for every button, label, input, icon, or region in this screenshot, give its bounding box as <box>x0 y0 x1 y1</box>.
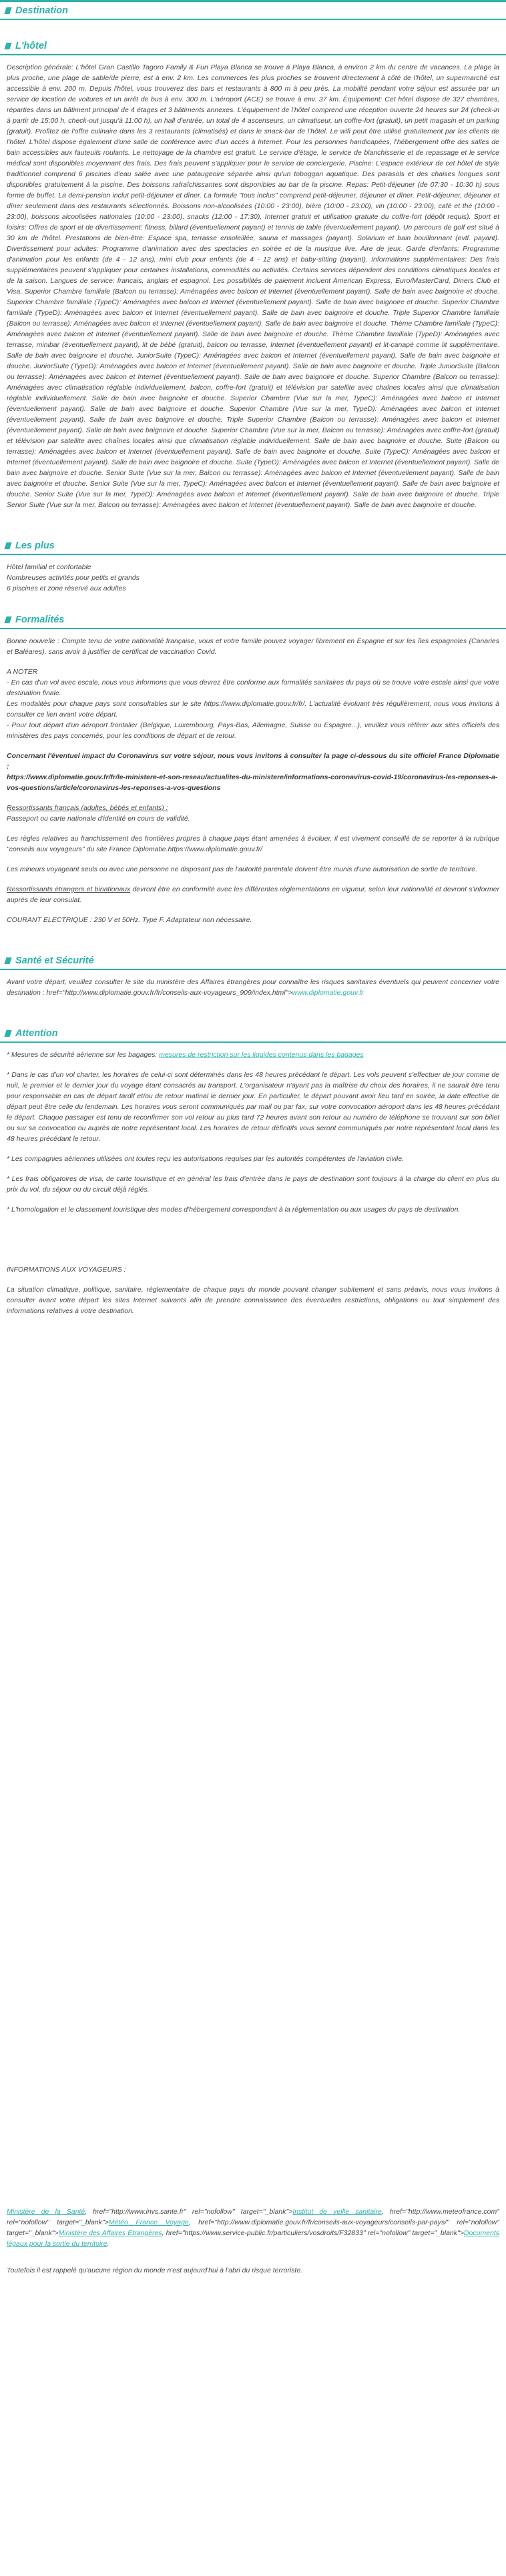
section-header-destination <box>0 2 506 19</box>
section-sante-securite <box>0 952 506 998</box>
les-plus-item: Hôtel familial et confortable <box>7 563 91 571</box>
section-title-destination: Destination <box>15 5 68 16</box>
formalites-mineurs: Les mineurs voyageant seuls ou avec une personne ne disposant pas de l'autorité parentale doivent être munis d'une autorisation de sortie de territoire. <box>7 865 478 873</box>
formalites-modalites: Les modalités pour chaque pays sont consultables sur le site https://www.diplomatie.gouv.fr/fr/. L'actualité évoluant très régulièrement, nous vous invitons à consulter ce lien avant votre départ. <box>7 700 499 719</box>
section-les-plus <box>0 537 506 594</box>
sante-block <box>0 970 506 998</box>
section-header-formalites <box>0 611 506 628</box>
attention-visa: * Les frais obligatoires de visa, de carte touristique et en général les frais d'entrée dans le pays de destination sont toujours à la charge du client en plus du prix du vol, du séjour ou du circuit déjà réglés. <box>7 1175 499 1194</box>
section-gap <box>0 1224 506 1264</box>
section-gap <box>0 1007 506 1025</box>
ressortissants-fr-label: Ressortissants français (adultes, bébés et enfants) : <box>7 804 168 812</box>
formalites-bonne-nouvelle: Bonne nouvelle : Compte tenu de votre nationalité française, vous et votre famille pouvez voyager librement en Espagne et sur les îles espagnoles (Canaries et Baléares), sans avoir à justifier de certificat de vaccination Covid. <box>7 637 499 656</box>
attention-compagnies: * Les compagnies aériennes utilisées ont toutes reçu les autorisations requises par les autorités compétentes de l'aviation civile. <box>7 1155 404 1163</box>
formalites-etrangers <box>7 884 499 905</box>
section-title-attention: Attention <box>15 1028 58 1039</box>
section-header-attention <box>0 1025 506 1041</box>
passeport-note: Passeport ou carte nationale d'identité en cours de validité. <box>7 815 190 823</box>
section-arrow-icon <box>4 43 11 49</box>
section-gap <box>0 935 506 952</box>
section-title-hotel: L'hôtel <box>15 41 47 51</box>
section-title-sante: Santé et Sécurité <box>15 955 94 966</box>
section-arrow-icon <box>4 616 11 623</box>
section-infos-voyageurs <box>0 1264 506 2276</box>
documents-legaux-link[interactable]: Documents légaux pour la sortie du territoire <box>7 2229 499 2248</box>
courant-electrique-note: COURANT ELECTRIQUE : 230 V et 50Hz. Type F. Adaptateur non nécessaire. <box>7 916 252 924</box>
ressortissants-etrangers-texte: devront être en conformité avec les différentes réglementations en vigueur, selon leur nationalité et devront s'informer auprès de leur consulat. <box>7 885 499 904</box>
link-href-text: . <box>107 2240 109 2248</box>
sante-paragraph <box>7 977 499 998</box>
liquids-restriction-link[interactable]: mesures de restriction sur les liquides contenus dans les bagages <box>159 1051 364 1059</box>
infos-voyageurs-title: INFORMATIONS AUX VOYAGEURS : <box>7 1266 126 1274</box>
link-href-text: , href="http://www.diplomatie.gouv.fr/fr/conseils-aux-voyageurs/conseils-par-pays/" rel="nofollow" target="_blank"> <box>7 2218 499 2237</box>
attention-bagages <box>7 1049 499 1060</box>
section-arrow-icon <box>4 1030 11 1037</box>
section-hotel <box>0 37 506 510</box>
link-href-text: , href="https://www.service-public.fr/particuliers/vosdroits/F32833" rel="nofollow" target="_blank"> <box>162 2229 464 2237</box>
blank-space <box>0 1326 506 2206</box>
formalites-frontalier: - Pour tout départ d'un aéroport frontalier (Belgique, Luxembourg, Pays-Bas, Allemagne, Suisse ou Espagne...), veuillez vous référer aux sites officiels des ministères des pays concernés, pour les conditions de départ et de retour. <box>7 721 499 740</box>
les-plus-block <box>0 555 506 594</box>
institut-veille-sanitaire-link[interactable]: Institut de veille sanitaire <box>292 2208 382 2216</box>
meteo-france-link[interactable]: Météo France Voyage <box>108 2218 189 2226</box>
les-plus-item: Nombreuses activités pour petits et grands <box>7 574 140 582</box>
attention-block <box>0 1043 506 1215</box>
section-title-formalites: Formalités <box>15 614 65 625</box>
section-header-hotel <box>0 37 506 54</box>
formalites-a-noter: A NOTER <box>7 668 38 676</box>
terrorism-note: Toutefois il est rappelé qu'aucune région du monde n'est aujourd'hui à l'abri du risque terroriste. <box>7 2266 303 2274</box>
infos-voyageurs-block <box>0 1284 506 1316</box>
ressortissants-etrangers-label: Ressortissants étrangers et binationaux <box>7 885 131 893</box>
covid-info-url[interactable]: https://www.diplomatie.gouv.fr/fr/le-ministere-et-son-reseau/actualites-du-ministere/informations-coronavirus-covid-19/coronavirus-les-reponses-a-vos-questions/article/coronavirus-les-reponses-a-vos-questions <box>7 773 498 792</box>
section-header-les-plus <box>0 537 506 554</box>
section-attention <box>0 1025 506 1215</box>
hotel-description-block <box>0 55 506 510</box>
sante-intro-text: Avant votre départ, veuillez consulter le site du ministère des Affaires étrangères pour connaître les risques sanitaires éventuels qui peuvent concerner votre destination : href="http://www.diplomatie.gouv.fr/fr/conseils-aux-voyageurs_909/index.html"> <box>7 978 499 997</box>
bagages-prefix-text: * Mesures de sécurité aérienne sur les bagages: <box>7 1051 160 1059</box>
section-gap <box>0 20 506 37</box>
section-gap <box>0 594 506 611</box>
section-arrow-icon <box>4 542 11 549</box>
formalites-regles: Les règles relatives au franchissement des frontières propres à chaque pays étant amenées à évoluer, il est vivement conseillé de se reporter à la rubrique "conseils aux voyageurs" du site France Diplomatie.https://www.diplomatie.gouv.fr/ <box>7 835 499 853</box>
section-destination <box>0 2 506 20</box>
infos-links-paragraph <box>7 2206 499 2249</box>
link-href-text: , href="http://www.invs.sante.fr" rel="nofollow" target="_blank"> <box>85 2208 293 2216</box>
ministere-sante-link[interactable]: Ministère de la Santé <box>7 2208 85 2216</box>
formalites-block <box>0 629 506 925</box>
formalites-escale: - En cas d'un vol avec escale, nous vous informons que vous devrez être conforme aux formalités sanitaires du pays où se trouve votre escale ainsi que votre destination finale. <box>7 679 499 697</box>
infos-situation: La situation climatique, politique, sanitaire, réglementaire de chaque pays du monde pouvant changer subitement et sans préavis, nous vous invitons à consulter avant votre départ les sites Internet suivants afin de prendre connaissance des éventuelles restrictions, obligations ou tout simplement des informations relatives à votre destination. <box>7 1286 499 1315</box>
section-header-sante <box>0 952 506 969</box>
section-title-les-plus: Les plus <box>15 540 55 551</box>
section-formalites <box>0 611 506 925</box>
section-arrow-icon <box>4 957 11 964</box>
section-arrow-icon <box>4 7 11 14</box>
section-gap <box>0 520 506 537</box>
link-href-text: , href="http://www.meteofrance.com" rel="nofollow" target="_blank"> <box>7 2208 499 2226</box>
attention-homologation: * L'homologation et le classement touristique des modes d'hébergement correspondant à la réglementation ou aux usages du pays de destination. <box>7 1206 461 1214</box>
formalites-covid <box>7 751 499 793</box>
diplomatie-link[interactable]: www.diplomatie.gouv.fr <box>292 989 364 997</box>
attention-charter: * Dans le cas d'un vol charter, les horaires de celui-ci sont déterminés dans les 48 heures précédant le départ. Les vols peuvent s'effectuer de jour comme de nuit, le premier et le dernier jour du voyage étant consacrés au transport. L'organisateur n'ayant pas la maîtrise du choix des horaires, il ne saurait être tenu pour responsable en cas de départ tardif et/ou de retour matinal le dernier jour. En particulier, le départ pouvant avoir lieu tard en soirée, la date effective de départ peut être celle du lendemain. Les horaires vous seront communiqués par mail ou par fax, sur votre convocation aéroport dans les 48 heures précédant le départ. Chaque passager est tenu de reconfirmer son vol retour au plus tard 72 heures avant son retour au numéro de téléphone se trouvant sur son billet ou sur sa convocation ou auprès de notre représentant local. Les horaires de retour définitifs vous seront communiqués par notre représentant local dans les 48 heures précédant le retour. <box>7 1071 499 1143</box>
infos-links-block <box>0 2206 506 2276</box>
ministere-affaires-etrangeres-link[interactable]: Ministère des Affaires Etrangères <box>58 2229 162 2237</box>
covid-intro: Concernant l'éventuel impact du Coronavirus sur votre séjour, nous vous invitons à consulter la page ci-dessous du site officiel France Diplomatie : <box>7 752 499 771</box>
formalites-ressortissants-fr <box>7 803 499 824</box>
les-plus-item: 6 piscines et zone réservé aux adultes <box>7 584 126 592</box>
hotel-description: Description générale: L'hôtel Gran Castillo Tagoro Family & Fun Playa Blanca se trouve à Playa Blanca, à environ 2 km du centre de vacances. La plage la plus proche, une plage de sable/de pierre, est à env. 2 km. Les commerces les plus proches se trouvent directement à côté de l'hôtel, un supermarché est accessible à env. 200 m. Depuis l'hôtel, vous trouverez des bars et restaurants à 800 m à peu près. La mobilité pendant votre séjour est assurée par un service de location de voitures et un arrêt de bus à env. 300 m. L'aéroport (ACE) se trouve à env. 37 km. Équipement: Cet hôtel dispose de 327 chambres, réparties dans un bâtiment principal de 4 étages et 3 bâtiments annexes. L'équipement de l'hôtel comprend une réception ouverte 24 heures sur 24 (check-in à partir de 15:00 h, check-out jusqu'à 11:00 h), un hall d'entrée, un total de 4 ascenseurs, un climatiseur, un coffre-fort (gratuit), un petit magasin et un parking (gratuit). Profitez de l'offre culinaire dans les 3 restaurants (climatisés) et dans le snack-bar de l'hôtel. Le wifi peut être utilisé gratuitement par les clients de l'hôtel. L'hôtel dispose également d'une salle de conférence avec d'un accès à Internet. Pour les personnes handicapées, l'hébergement offre des salles de bain accessibles aux fauteuils roulants. Le nettoyage de la chambre est gratuit. Le service d'étage, le service de blanchisserie et de repassage et le service médical sont disponibles moyennant des frais. Des frais peuvent s'appliquer pour le service de conciergerie. Piscine: L'espace extérieur de cet hôtel de style traditionnel comprend 6 piscines d'eau salée avec une pataugeoire séparée ainsi qu'un toboggan aquatique. Des parasols et des chaises longues sont disponibles gratuitement à la piscine. Des boissons rafraîchissantes sont disponibles au bar de la piscine. Repas: Petit-déjeuner (de 07:30 - 10:30 h) sous forme de buffet. La demi-pension inclut petit-déjeuner et dîner. La formule "tous inclus" comprend petit-déjeuner, déjeuner et dîner. Petit-déjeuner, déjeuner et dîner seulement dans des restaurants sélectionnés. Boissons non-alcoolisées (10:00 - 23:00), bière (10:00 - 23:00), vin (10:00 - 23:00), café et thé (10:00 - 23:00), boissons alcoolisées nationales (10:00 - 23:00), snacks (12:00 - 17:30), Internet gratuit et utilisation gratuite du coffre-fort (dépôt requis). Sport et loisirs: Offres de sport et de divertissement: fitness, billard (éventuellement payant) et tennis de table (éventuellement payant). Un parcours de golf est situé à 30 km de l'hôtel. Prestations de bien-être: Espace spa, terrasse ensoleillée, sauna et massages (payant). Solarium et bain bouillonnant (evtl. payant). Divertissement pour adultes: Programme d'animation avec des spectacles en soirée et de la musique live. Aire de jeux. Garde d'enfants: Programme d'animation pour les enfants (de 4 - 12 ans), mini club pour enfants (de 4 - 12 ans) et baby-sitting (payant). Informations supplémentaires: Des frais supplémentaires peuvent s'appliquer pour certaines installations, commodités ou activités. Certains services dépendent des conditions climatiques locales et de la saison. Langues de service: francais, anglais et espagnol. Les possibilités de paiement incluent American Express, Euro/MasterCard, Diners Club et Visa. Superior Chambre familiale (Balcon ou terrasse): Aménagées avec balcon et Internet (éventuellement payant). Salle de bain avec baignoire et douche. Superior Chambre familiale (TypeC): Aménagées avec balcon et Internet (éventuellement payant). Salle de bain avec baignoire et douche. Superior Chambre familiale (TypeD): Aménagées avec balcon et Internet (éventuellement payant). Salle de bain avec baignoire et douche. Triple Superior Chambre familiale (Balcon ou terrasse): Aménagées avec balcon et Internet (éventuellement payant). Salle de bain avec baignoire et douche. Thème Chambre familiale (TypeC): Aménagées avec balcon et Internet (éventuellement payant). Salle de bain avec baignoire et douche. Thème Chambre familiale (TypeD): Aménagées avec terrasse, minibar (éventuellement payant), lit de bébé (gratuit), balcon ou terrasse, Internet (éventuellement payant) et lit-canapé comme lit supplémentaire. Salle de bain avec baignoire et douche. JuniorSuite (TypeC): Aménagées avec balcon et Internet (éventuellement payant). Salle de bain avec baignoire et douche. JuniorSuite (TypeD): Aménagées avec balcon et Internet (éventuellement payant). Salle de bain avec baignoire et douche. Triple JuniorSuite (Balcon ou terrasse): Aménagées avec balcon et Internet (éventuellement payant). Salle de bain avec baignoire et douche. Superior Chambre (Balcon ou terrasse): Aménagées avec climatisation réglable individuellement, balcon, coffre-fort (gratuit) et télévision par satellite avec chaînes locales ainsi que climatisation réglable individuellement. Salle de bain avec baignoire et douche. Superior Chambre (Vue sur la mer, TypeC): Aménagées avec balcon et Internet (éventuellement payant). Salle de bain avec baignoire et douche. Superior Chambre (Vue sur la mer, TypeD): Aménagées avec balcon et Internet (éventuellement payant). Salle de bain avec baignoire et douche. Triple Superior Chambre (Balcon ou terrasse): Aménagées avec balcon et Internet (éventuellement payant). Salle de bain avec baignoire et douche. Superior Chambre (Vue sur la mer, Balcon ou terrasse): Aménagées avec coffre-fort (gratuit) et télévision par satellite avec chaînes locales ainsi que climatisation réglable individuellement. Salle de bain avec baignoire et douche. Suite (Balcon ou terrasse): Aménagées avec balcon et Internet (éventuellement payant). Salle de bain avec baignoire et douche. Suite (TypeC): Aménagées avec balcon et Internet (éventuellement payant). Salle de bain avec baignoire et douche. Suite (TypeD): Aménagées avec balcon et Internet (éventuellement payant). Salle de bain avec baignoire et douche. Senior Suite (Vue sur la mer, Balcon ou terrasse): Aménagées avec balcon et Internet (éventuellement payant). Salle de bain avec baignoire et douche. Senior Suite (Vue sur la mer, TypeC): Aménagées avec balcon et Internet (éventuellement payant). Salle de bain avec baignoire et douche. Senior Suite (Vue sur la mer, TypeD): Aménagées avec balcon et Internet (éventuellement payant). Salle de bain avec baignoire et douche. Triple Senior Suite (Vue sur la mer, Balcon ou terrasse): Aménagées avec balcon et Internet (éventuellement payant). Salle de bain avec baignoire et douche. <box>7 63 499 509</box>
